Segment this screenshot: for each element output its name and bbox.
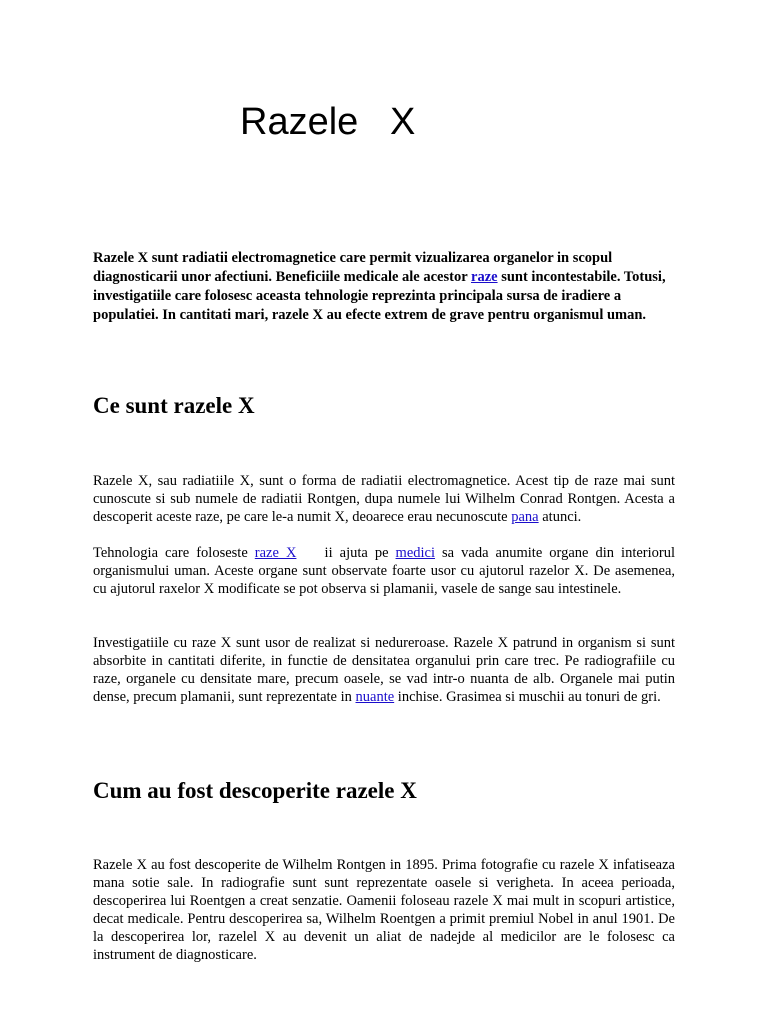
intro-text-1: Razele X sunt radiatii electromagnetice care permit vizualizarea organelor in scopul diagnosticarii unor afectiuni. Beneficiile medicale ale acestor [93,250,613,285]
link-nuante[interactable]: nuante [355,689,395,705]
s1p2-text-2: ii ajuta pe [296,545,396,561]
link-pana[interactable]: pana [511,509,539,525]
s1p2-text-3: sa vada anumite organe din interiorul organismului uman. Aceste organe sunt observate foarte usor cu ajutorul razelor X. De asemenea, cu ajutorul raxelor X modificate se pot observa si plamanii, vasele de sange sau intestinele. [93,545,676,597]
intro-text-2: sunt incontestabile. Totusi, investigatiile care folosesc aceasta tehnologie reprezinta principala sursa de iradiere a populatiei. In cantitati mari, razele X au efecte extrem de grave pentru organismul uman. [93,269,666,323]
section1-paragraph-1 [93,472,675,526]
s1p3-text-2: inchise. Grasimea si muschii au tonuri de gri. [394,689,661,705]
section-heading-ce-sunt: Ce sunt razele X [93,393,255,418]
link-medici[interactable]: medici [395,545,436,561]
section-heading-cum-au-fost: Cum au fost descoperite razele X [93,778,417,803]
s1p3-text-1: Investigatiile cu raze X sunt usor de realizat si nedureroase. Razele X patrund in organism si sunt absorbite in cantitati diferite, in functie de densitatea organului prin care trec. Pe radiografiile cu raze, organele cu densitate mare, precum oasele, se vad intr-o nuanta de alb. Organele mai putin dense, precum plamanii, sunt reprezentate in [93,635,675,705]
page-title: Razele X [240,101,416,143]
link-raze-x[interactable]: raze X [254,545,297,561]
s1p1-text-1: Razele X, sau radiatiile X, sunt o forma de radiatii electromagnetice. Acest tip de raze mai sunt cunoscute si sub numele de radiatii Rontgen, dupa numele lui Wilhelm Conrad Rontgen. Acesta a descoperit aceste raze, pe care le-a numit X, deoarece erau necunoscute [93,473,675,525]
s1p1-text-2: atunci. [538,509,582,525]
intro-paragraph [93,249,668,325]
s1p2-text-1: Tehnologia care foloseste [93,545,255,561]
link-raze[interactable]: raze [471,269,498,285]
section1-paragraph-2 [93,544,675,598]
section1-paragraph-3 [93,634,675,706]
section2-paragraph-1: Razele X au fost descoperite de Wilhelm Rontgen in 1895. Prima fotografie cu razele X infatiseaza mana sotie sale. In radiografie sunt sunt reprezentate oasele si verigheta. In aceea perioada, descoperirea lui Roentgen a creat senzatie. Oamenii foloseau razele X mai mult in scopuri artistice, decat medicale. Pentru descoperirea sa, Wilhelm Roentgen a primit premiul Nobel in anul 1901. De la descoperirea lor, razelel X au devenit un aliat de nadejde al medicilor are le folosesc ca instrument de diagnosticare. [93,857,675,963]
